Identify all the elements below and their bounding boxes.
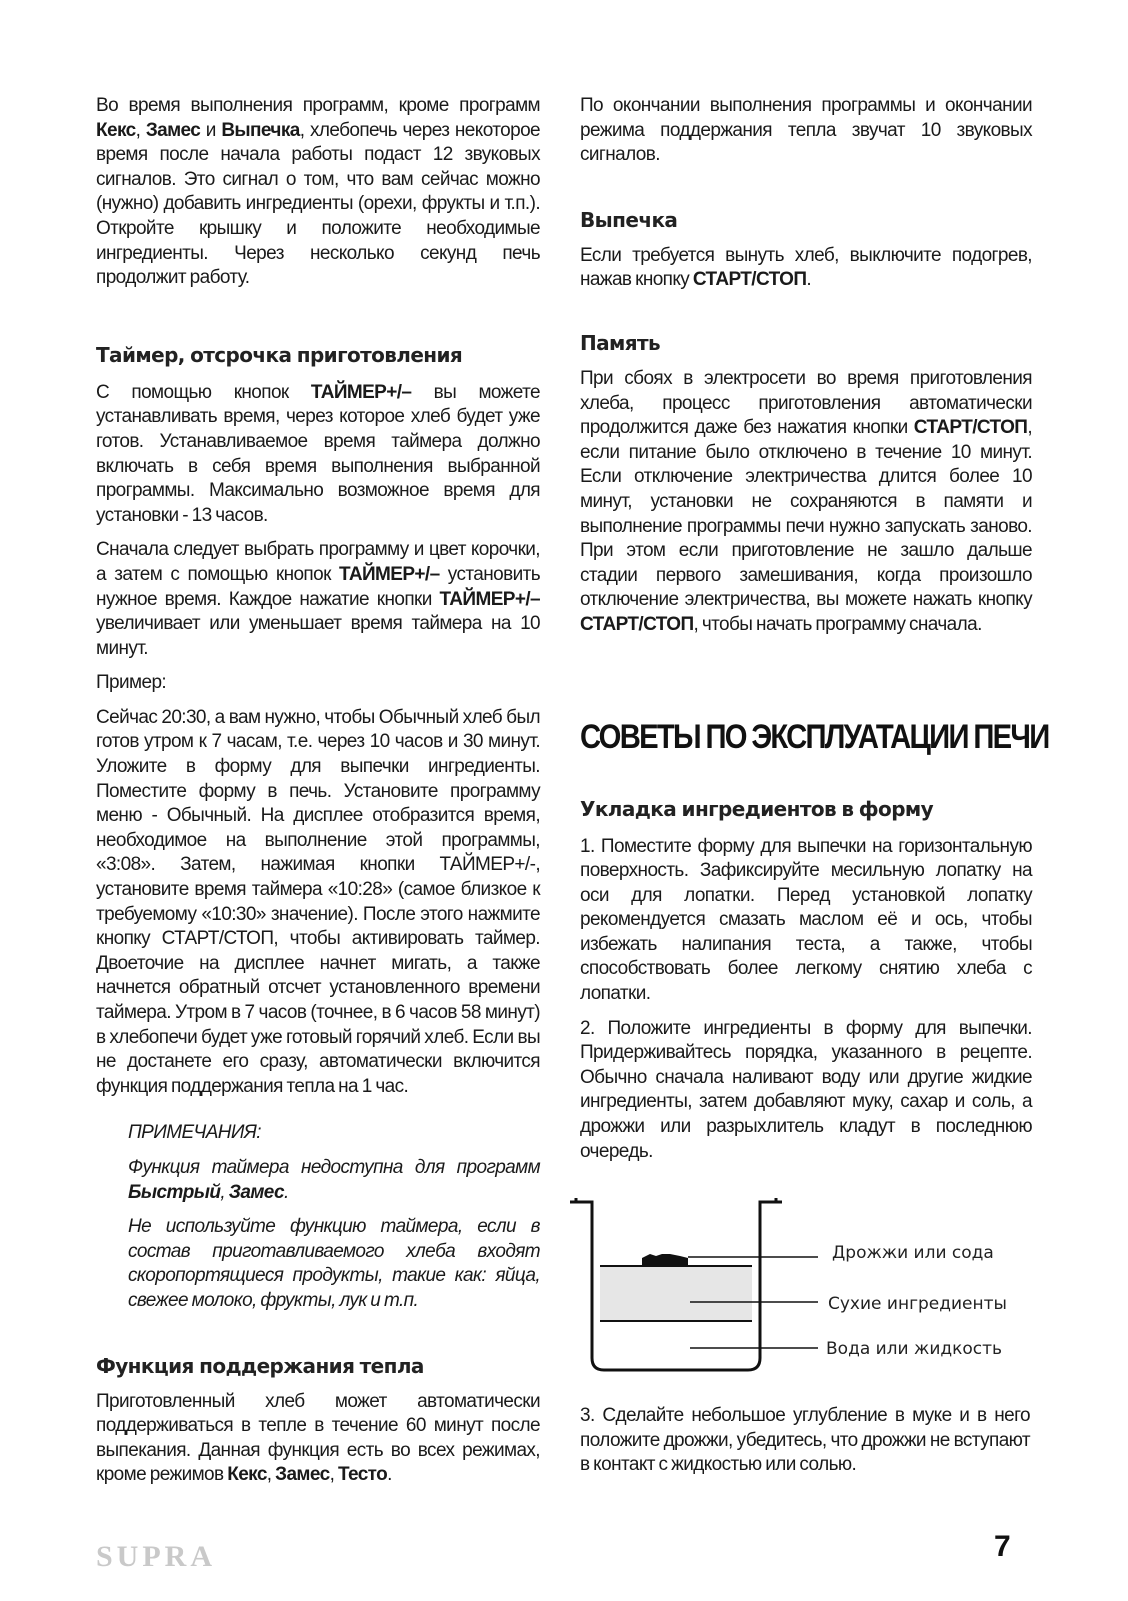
memory-paragraph: При сбоях в электросети во время приготовления хлеба, процесс приготовления автоматически продолжится даже без нажатия кнопки СТАРТ/СТОП, если питание было отключено в течение 10 минут. Если отключение электричества длится более 10 минут, установки не сохраняются в памяти и выполнение программы печи нужно запускать заново. При этом если приготовление не зашло дальше стадии первого замешивания, когда произошло отключение электричества, вы можете нажать кнопку СТАРТ/СТОП, чтобы начать программу сначала. <box>580 367 1032 635</box>
label-yeast: Дрожжи или сода <box>832 1243 994 1263</box>
pan-rim <box>576 1198 776 1202</box>
end-paragraph: По окончании выполнения программы и окончании режима поддержания тепла звучат 10 звуковых сигналов. <box>580 95 1032 166</box>
intro-paragraph: Во время выполнения программ, кроме программ Кекс, Замес и Выпечка, хлебопечь через некоторое время после начала работы подаст 12 звуковых сигналов. Это сигнал о том, что вам сейчас можно (нужно) добавить ингредиенты (орехи, фрукты и т.п.). Откройте крышку и положите необходимые ингредиенты. Через несколько секунд печь продолжит работу. <box>96 95 541 289</box>
warm-paragraph: Приготовленный хлеб может автоматически поддерживаться в тепле в течение 60 минут после выпекания. Данная функция есть во всех режимах, кроме режимов Кекс, Замес, Тесто. <box>96 1390 540 1486</box>
load-heading: Укладка ингредиентов в форму <box>580 796 934 821</box>
timer-paragraph-1: С помощью кнопок ТАЙМЕР+/– вы можете устанавливать время, через которое хлеб будет уже готов. Устанавливаемое время таймера должно включать в себя время выполнения выбранной программы. Максимально возможное время для установки - 13 часов. <box>96 381 540 526</box>
load-paragraph-3: 3. Сделайте небольшое углубление в муке и в него положите дрожжи, убедитесь, что дрожжи не вступают в контакт с жидкостью или солью. <box>580 1405 1030 1476</box>
timer-heading: Таймер, отсрочка приготовления <box>96 342 463 367</box>
note-2: Не используйте функцию таймера, если в состав приготавливаемого хлеба входят скоропортящиеся продукты, такие как: яйца, свежее молоко, фрукты, лук и т.п. <box>128 1216 540 1311</box>
bake-heading: Выпечка <box>580 207 678 232</box>
example-label: Пример: <box>96 672 167 694</box>
notes-label: ПРИМЕЧАНИЯ: <box>128 1122 261 1144</box>
bake-paragraph: Если требуется вынуть хлеб, выключите подогрев, нажав кнопку СТАРТ/СТОП. <box>580 244 1032 291</box>
load-paragraph-1: 1. Поместите форму для выпечки на горизонтальную поверхность. Зафиксируйте месильную лопатку на оси для лопатки. Перед установкой лопатку рекомендуется смазать маслом её и ось, чтобы избежать налипания теста, а также, чтобы способствовать более легкому снятию хлеба с лопатки. <box>580 835 1032 1005</box>
label-water: Вода или жидкость <box>826 1339 1003 1359</box>
example-text: Сейчас 20:30, а вам нужно, чтобы Обычный хлеб был готов утром к 7 часам, т.е. через 10 часов и 30 минут. Уложите в форму для выпечки ингредиенты. Поместите форму в печь. Установите программу меню - Обычный. На дисплее отобразится время, необходимое на выполнение этой программы, «3:08». Затем, нажимая кнопки ТАЙМЕР+/-, установите время таймера «10:28» (самое близкое к требуемому «10:30» значение). После этого нажмите кнопку СТАРТ/СТОП, чтобы активировать таймер. Двоеточие на дисплее начнет мигать, а также начнется обратный отсчет установленного времени таймера. Утром в 7 часов (точнее, в 6 часов 58 минут) в хлебопечи будет уже готовый горячий хлеб. Если вы не достанете его сразу, автоматически включится функция поддержания тепла на 1 час. <box>96 706 540 1097</box>
right-column <box>580 94 1049 1174</box>
page-number: 7 <box>994 1530 1011 1563</box>
note-1: Функция таймера недоступна для программ Быстрый, Замес. <box>128 1156 540 1203</box>
timer-paragraph-2: Сначала следует выбрать программу и цвет корочки, а затем с помощью кнопок ТАЙМЕР+/– установить нужное время. Каждое нажатие кнопки ТАЙМЕР+/– увеличивает или уменьшает время таймера на 10 минут. <box>96 539 541 659</box>
label-dry: Сухие ингредиенты <box>828 1294 1007 1314</box>
dry-ingredients-layer <box>600 1266 752 1321</box>
warm-heading: Функция поддержания тепла <box>96 1353 424 1378</box>
yeast-mound <box>642 1254 688 1266</box>
section-title: СОВЕТЫ ПО ЭКСПЛУАТАЦИИ ПЕЧИ <box>580 717 1049 756</box>
brand-logo: SUPRA <box>96 1540 217 1573</box>
bread-pan-diagram <box>570 1198 1030 1388</box>
left-column <box>96 94 540 1498</box>
memory-heading: Память <box>580 330 661 355</box>
bread-pan-svg <box>570 1198 1030 1388</box>
load-paragraph-2: 2. Положите ингредиенты в форму для выпечки. Придерживайтесь порядка, указанного в рецепте. Обычно сначала наливают воду или другие жидкие ингредиенты, затем добавляют муку, сахар и соль, а дрожжи или разрыхлитель кладут в последнюю очередь. <box>580 1017 1032 1162</box>
